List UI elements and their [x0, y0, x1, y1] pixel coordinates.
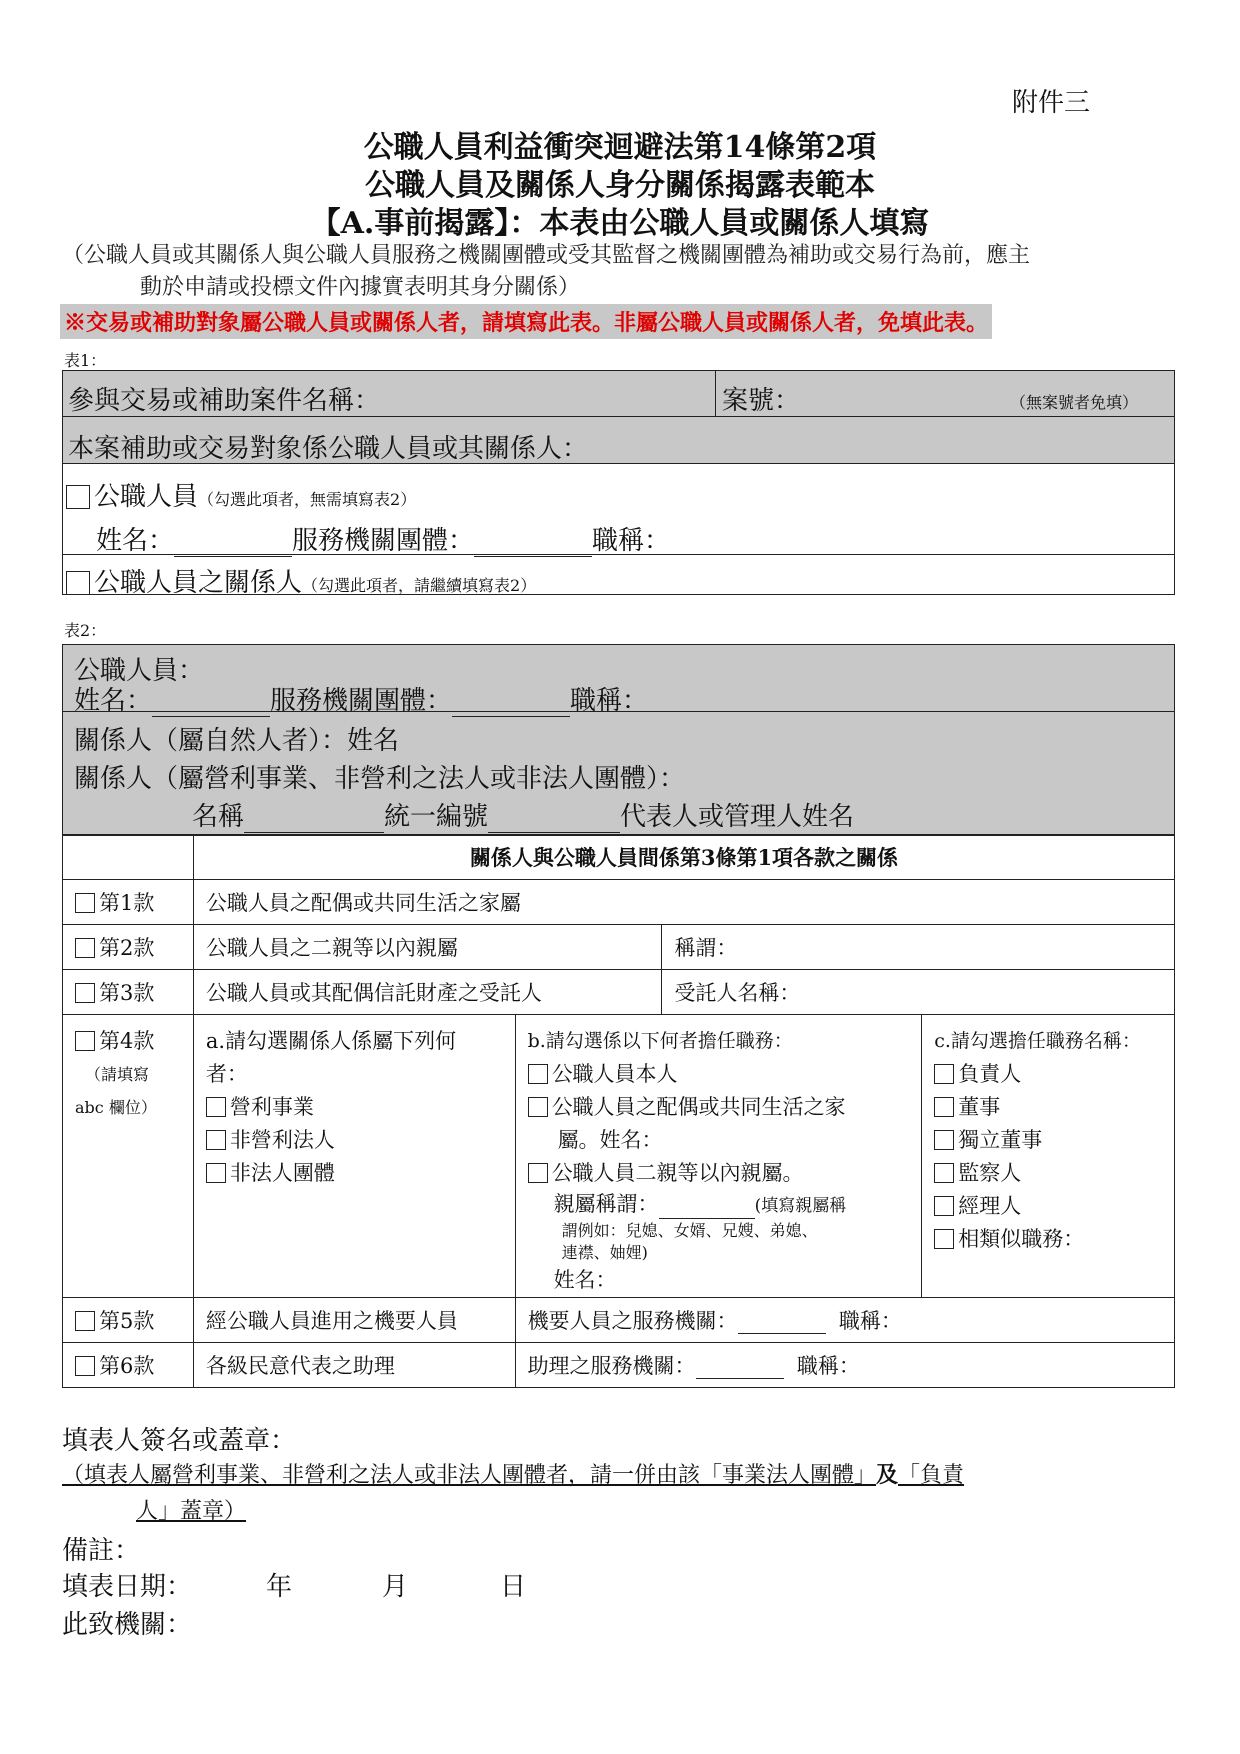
c-opt-2[interactable]: 董事 [934, 1091, 1162, 1124]
c-opt-6[interactable]: 相類似職務： [934, 1223, 1162, 1256]
c-opt-1[interactable]: 負責人 [934, 1058, 1162, 1091]
case-no-label: 案號： [722, 386, 801, 416]
b-opt-self[interactable]: 公職人員本人 [528, 1058, 910, 1091]
clause-5-cell[interactable]: 第5款 [63, 1298, 194, 1343]
checkbox-related-person[interactable] [66, 571, 90, 595]
clause-3-extra[interactable]: 受託人名稱： [662, 970, 1175, 1015]
checkbox-c-opt-5[interactable] [934, 1196, 954, 1216]
date-month: 月 [382, 1572, 409, 1602]
a-opt-commercial[interactable]: 營利事業 [206, 1091, 503, 1124]
title-line-3: 【A.事前揭露】：本表由公職人員或關係人填寫 [310, 206, 930, 241]
name-blank[interactable] [174, 526, 292, 557]
remarks-label: 備註： [62, 1536, 141, 1566]
intro-line-2: 動於申請或投標文件內據實表明其身分關係） [140, 275, 581, 300]
c-opt-5[interactable]: 經理人 [934, 1190, 1162, 1223]
warning-banner: ※交易或補助對象屬公職人員或關係人者，請填寫此表。非屬公職人員或關係人者，免填此表。 [60, 304, 992, 339]
case-name-label: 參與交易或補助案件名稱： [68, 386, 381, 416]
a-opt-nonprofit[interactable]: 非營利法人 [206, 1124, 503, 1157]
clause-1-desc: 公職人員之配偶或共同生活之家屬 [193, 880, 1174, 925]
clause-5-extra[interactable]: 機要人員之服務機關： 職稱： [515, 1298, 1174, 1343]
title-line-2: 公職人員及關係人身分關係揭露表範本 [365, 168, 875, 203]
checkbox-clause-1[interactable] [75, 893, 95, 913]
checkbox-clause-4[interactable] [75, 1031, 95, 1051]
checkbox-b-opt-3[interactable] [528, 1163, 548, 1183]
signature-note-line-1: （填表人屬營利事業、非營利之法人或非法人團體者，請一併由該「事業法人團體」及「負責 [62, 1462, 965, 1488]
relationship-table-header: 關係人與公職人員間係第3條第1項各款之關係 [193, 835, 1174, 880]
checkbox-b-opt-2[interactable] [528, 1097, 548, 1117]
clause-4-col-c: c.請勾選擔任職務名稱： 負責人 董事 獨立董事 監察人 經理人 相類似職務： [922, 1015, 1175, 1298]
checkbox-b-opt-1[interactable] [528, 1064, 548, 1084]
rel-entity-label: 關係人（屬營利事業、非營利之法人或非法人團體）： [74, 764, 686, 794]
clause-3-desc: 公職人員或其配偶信託財產之受託人 [193, 970, 662, 1015]
checkbox-a-opt-3[interactable] [206, 1163, 226, 1183]
a-opt-unincorporated[interactable]: 非法人團體 [206, 1157, 503, 1190]
checkbox-clause-5[interactable] [75, 1311, 95, 1331]
rel-natural-label: 關係人（屬自然人者）：姓名 [74, 726, 400, 756]
clause-6-cell[interactable]: 第6款 [63, 1343, 194, 1388]
addressee-label: 此致機關： [62, 1610, 193, 1640]
agency-blank[interactable] [474, 526, 592, 557]
signature-label: 填表人簽名或蓋章： [62, 1426, 297, 1456]
date-label: 填表日期： [62, 1572, 193, 1602]
entity-info-row: 名稱 統一編號 代表人或管理人姓名 [192, 802, 855, 832]
clause-4-col-b: b.請勾選係以下何者擔任職務： 公職人員本人 公職人員之配偶或共同生活之家 屬。姓名： 公職人員二親等以內親屬。 親屬稱謂： (填寫親屬稱 謂例如：兒媳、女婿、兄嫂、弟媳、 連襟、妯娌) 姓名： [515, 1015, 922, 1298]
title-line-1: 公職人員利益衝突迴避法第14條第2項 [363, 130, 877, 165]
checkbox-a-opt-1[interactable] [206, 1097, 226, 1117]
table2-official-info: 姓名： 服務機關團體： 職稱： [74, 686, 649, 716]
checkbox-c-opt-3[interactable] [934, 1130, 954, 1150]
table1-label: 表1： [64, 351, 107, 370]
official-info-row: 姓名： 服務機關團體： 職稱： [96, 526, 671, 556]
option-official[interactable]: 公職人員（勾選此項者，無需填寫表2） [66, 476, 416, 513]
clause-2-desc: 公職人員之二親等以內親屬 [193, 925, 662, 970]
checkbox-official[interactable] [66, 485, 90, 509]
clause-2-extra[interactable]: 稱謂： [662, 925, 1175, 970]
clause-1-cell[interactable]: 第1款 [63, 880, 194, 925]
clause-3-cell[interactable]: 第3款 [63, 970, 194, 1015]
date-year: 年 [266, 1572, 293, 1602]
checkbox-clause-2[interactable] [75, 938, 95, 958]
clause-5-desc: 經公職人員進用之機要人員 [193, 1298, 515, 1343]
checkbox-a-opt-2[interactable] [206, 1130, 226, 1150]
c-opt-3[interactable]: 獨立董事 [934, 1124, 1162, 1157]
clause-2-cell[interactable]: 第2款 [63, 925, 194, 970]
clause-4-cell[interactable]: 第4款 （請填寫 abc 欄位） [63, 1015, 194, 1298]
option-related-person[interactable]: 公職人員之關係人（勾選此項者，請繼續填寫表2） [66, 562, 536, 599]
signature-note-line-2: 人」蓋章） [136, 1499, 247, 1524]
b-opt-kin[interactable]: 公職人員二親等以內親屬。 [528, 1157, 910, 1190]
checkbox-c-opt-2[interactable] [934, 1097, 954, 1117]
checkbox-c-opt-1[interactable] [934, 1064, 954, 1084]
checkbox-clause-3[interactable] [75, 983, 95, 1003]
date-day: 日 [500, 1572, 527, 1602]
relationship-table [62, 834, 1175, 1388]
c-opt-4[interactable]: 監察人 [934, 1157, 1162, 1190]
clause-6-desc: 各級民意代表之助理 [193, 1343, 515, 1388]
clause-4-col-a: a.請勾選關係人係屬下列何 者： 營利事業 非營利法人 非法人團體 [193, 1015, 515, 1298]
intro-line-1: （公職人員或其關係人與公職人員服務之機關團體或受其監督之機關團體為補助或交易行為前，應主 [62, 243, 1031, 268]
checkbox-clause-6[interactable] [75, 1356, 95, 1376]
table2-label: 表2： [64, 621, 107, 640]
b-opt-spouse[interactable]: 公職人員之配偶或共同生活之家 [528, 1091, 910, 1124]
checkbox-c-opt-6[interactable] [934, 1229, 954, 1249]
checkbox-c-opt-4[interactable] [934, 1163, 954, 1183]
subject-label: 本案補助或交易對象係公職人員或其關係人： [68, 434, 589, 464]
attachment-label: 附件三 [1012, 88, 1091, 118]
case-no-note: （無案號者免填） [1010, 393, 1139, 412]
clause-6-extra[interactable]: 助理之服務機關： 職稱： [515, 1343, 1174, 1388]
table2-official-label: 公職人員： [74, 656, 205, 686]
